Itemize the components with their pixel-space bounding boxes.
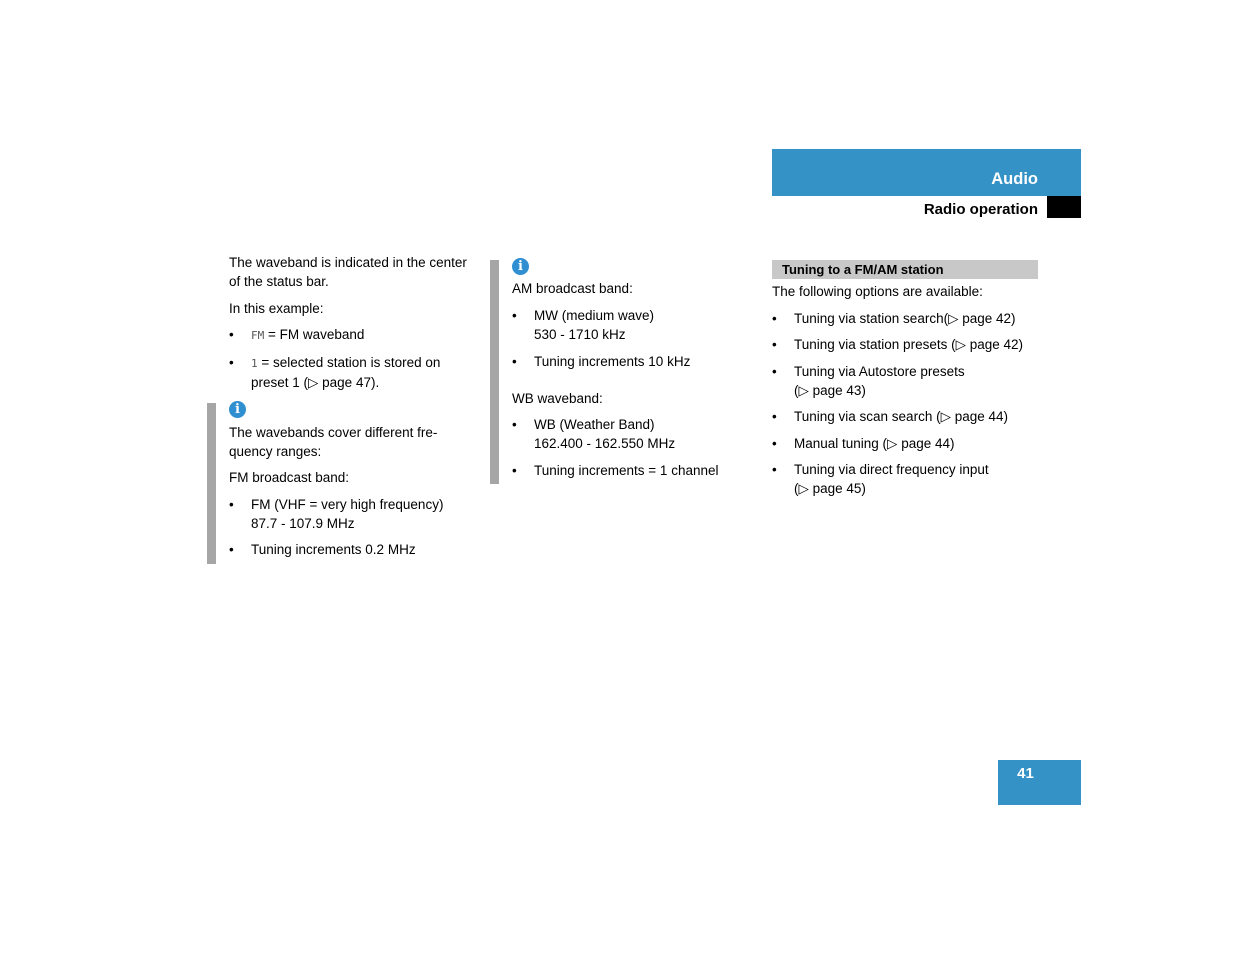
list-item: • MW (medium wave) 530 - 1710 kHz — [512, 308, 655, 342]
note-bar — [490, 260, 499, 484]
column-1 — [229, 253, 474, 392]
options-intro: The following options are available: — [772, 284, 983, 299]
xref-link[interactable]: Tuning via station presets (▷ page 42) — [794, 337, 1024, 352]
section-heading: Tuning to a FM/AM station — [782, 262, 944, 277]
display-code: 1 — [251, 357, 258, 370]
fm-band-label: FM broadcast band: — [229, 470, 350, 485]
info-note-am-wb — [512, 258, 742, 480]
example-label: In this example: — [229, 301, 324, 316]
am-band-label: AM broadcast band: — [512, 281, 633, 296]
list-item: • Tuning increments 0.2 MHz — [229, 542, 416, 557]
list-item: • Manual tuning (▷ page 44) — [772, 436, 955, 451]
xref-link[interactable]: Tuning via Autostore presets — [794, 364, 965, 379]
xref-link[interactable]: Manual tuning (▷ page 44) — [794, 436, 955, 451]
list-item: • Tuning via station search(▷ page 42) — [772, 311, 1016, 326]
info-icon: i — [512, 258, 529, 275]
list-item: • 1 = selected station is stored on preset 1 (▷ page 47). — [229, 355, 441, 390]
list-item: • Tuning via station presets (▷ page 42) — [772, 337, 1024, 352]
chapter-header — [772, 149, 1081, 196]
xref-link[interactable]: (▷ page 45) — [794, 481, 866, 496]
display-code: FM — [251, 329, 265, 342]
list-item: • Tuning via scan search (▷ page 44) — [772, 409, 1008, 424]
page-number-box — [998, 760, 1081, 805]
note-bar — [207, 403, 216, 564]
list-item: • Tuning via direct frequency input (▷ page 45) — [772, 462, 989, 496]
xref-link[interactable]: Tuning via station search(▷ page 42) — [794, 311, 1016, 326]
wb-band-label: WB waveband: — [512, 391, 603, 406]
list-item: • FM = FM waveband — [229, 327, 365, 342]
section-subtitle: Radio operation — [923, 201, 1038, 218]
list-item: • Tuning increments = 1 channel — [512, 463, 719, 478]
section-heading-bar — [772, 260, 1038, 279]
list-item: • Tuning increments 10 kHz — [512, 354, 691, 369]
info-note-fm — [229, 401, 474, 559]
chapter-title: Audio — [991, 170, 1038, 188]
xref-link[interactable]: Tuning via scan search (▷ page 44) — [794, 409, 1008, 424]
xref-link[interactable]: Tuning via direct frequency input — [794, 462, 989, 477]
header-marker — [1047, 196, 1081, 218]
list-item: • Tuning via Autostore presets (▷ page 43) — [772, 364, 965, 398]
info-text: The wavebands cover different fre-quency ranges: — [229, 425, 438, 459]
waveband-intro: The waveband is indicated in the center of the status bar. — [229, 255, 467, 289]
list-item: • FM (VHF = very high frequency) 87.7 - 107.9 MHz — [229, 497, 444, 531]
list-item: • WB (Weather Band) 162.400 - 162.550 MHz — [512, 417, 676, 451]
xref-link[interactable]: (▷ page 43) — [794, 383, 866, 398]
page-number: 41 — [1017, 765, 1034, 782]
column-3 — [772, 282, 1038, 498]
info-icon: i — [229, 401, 246, 418]
